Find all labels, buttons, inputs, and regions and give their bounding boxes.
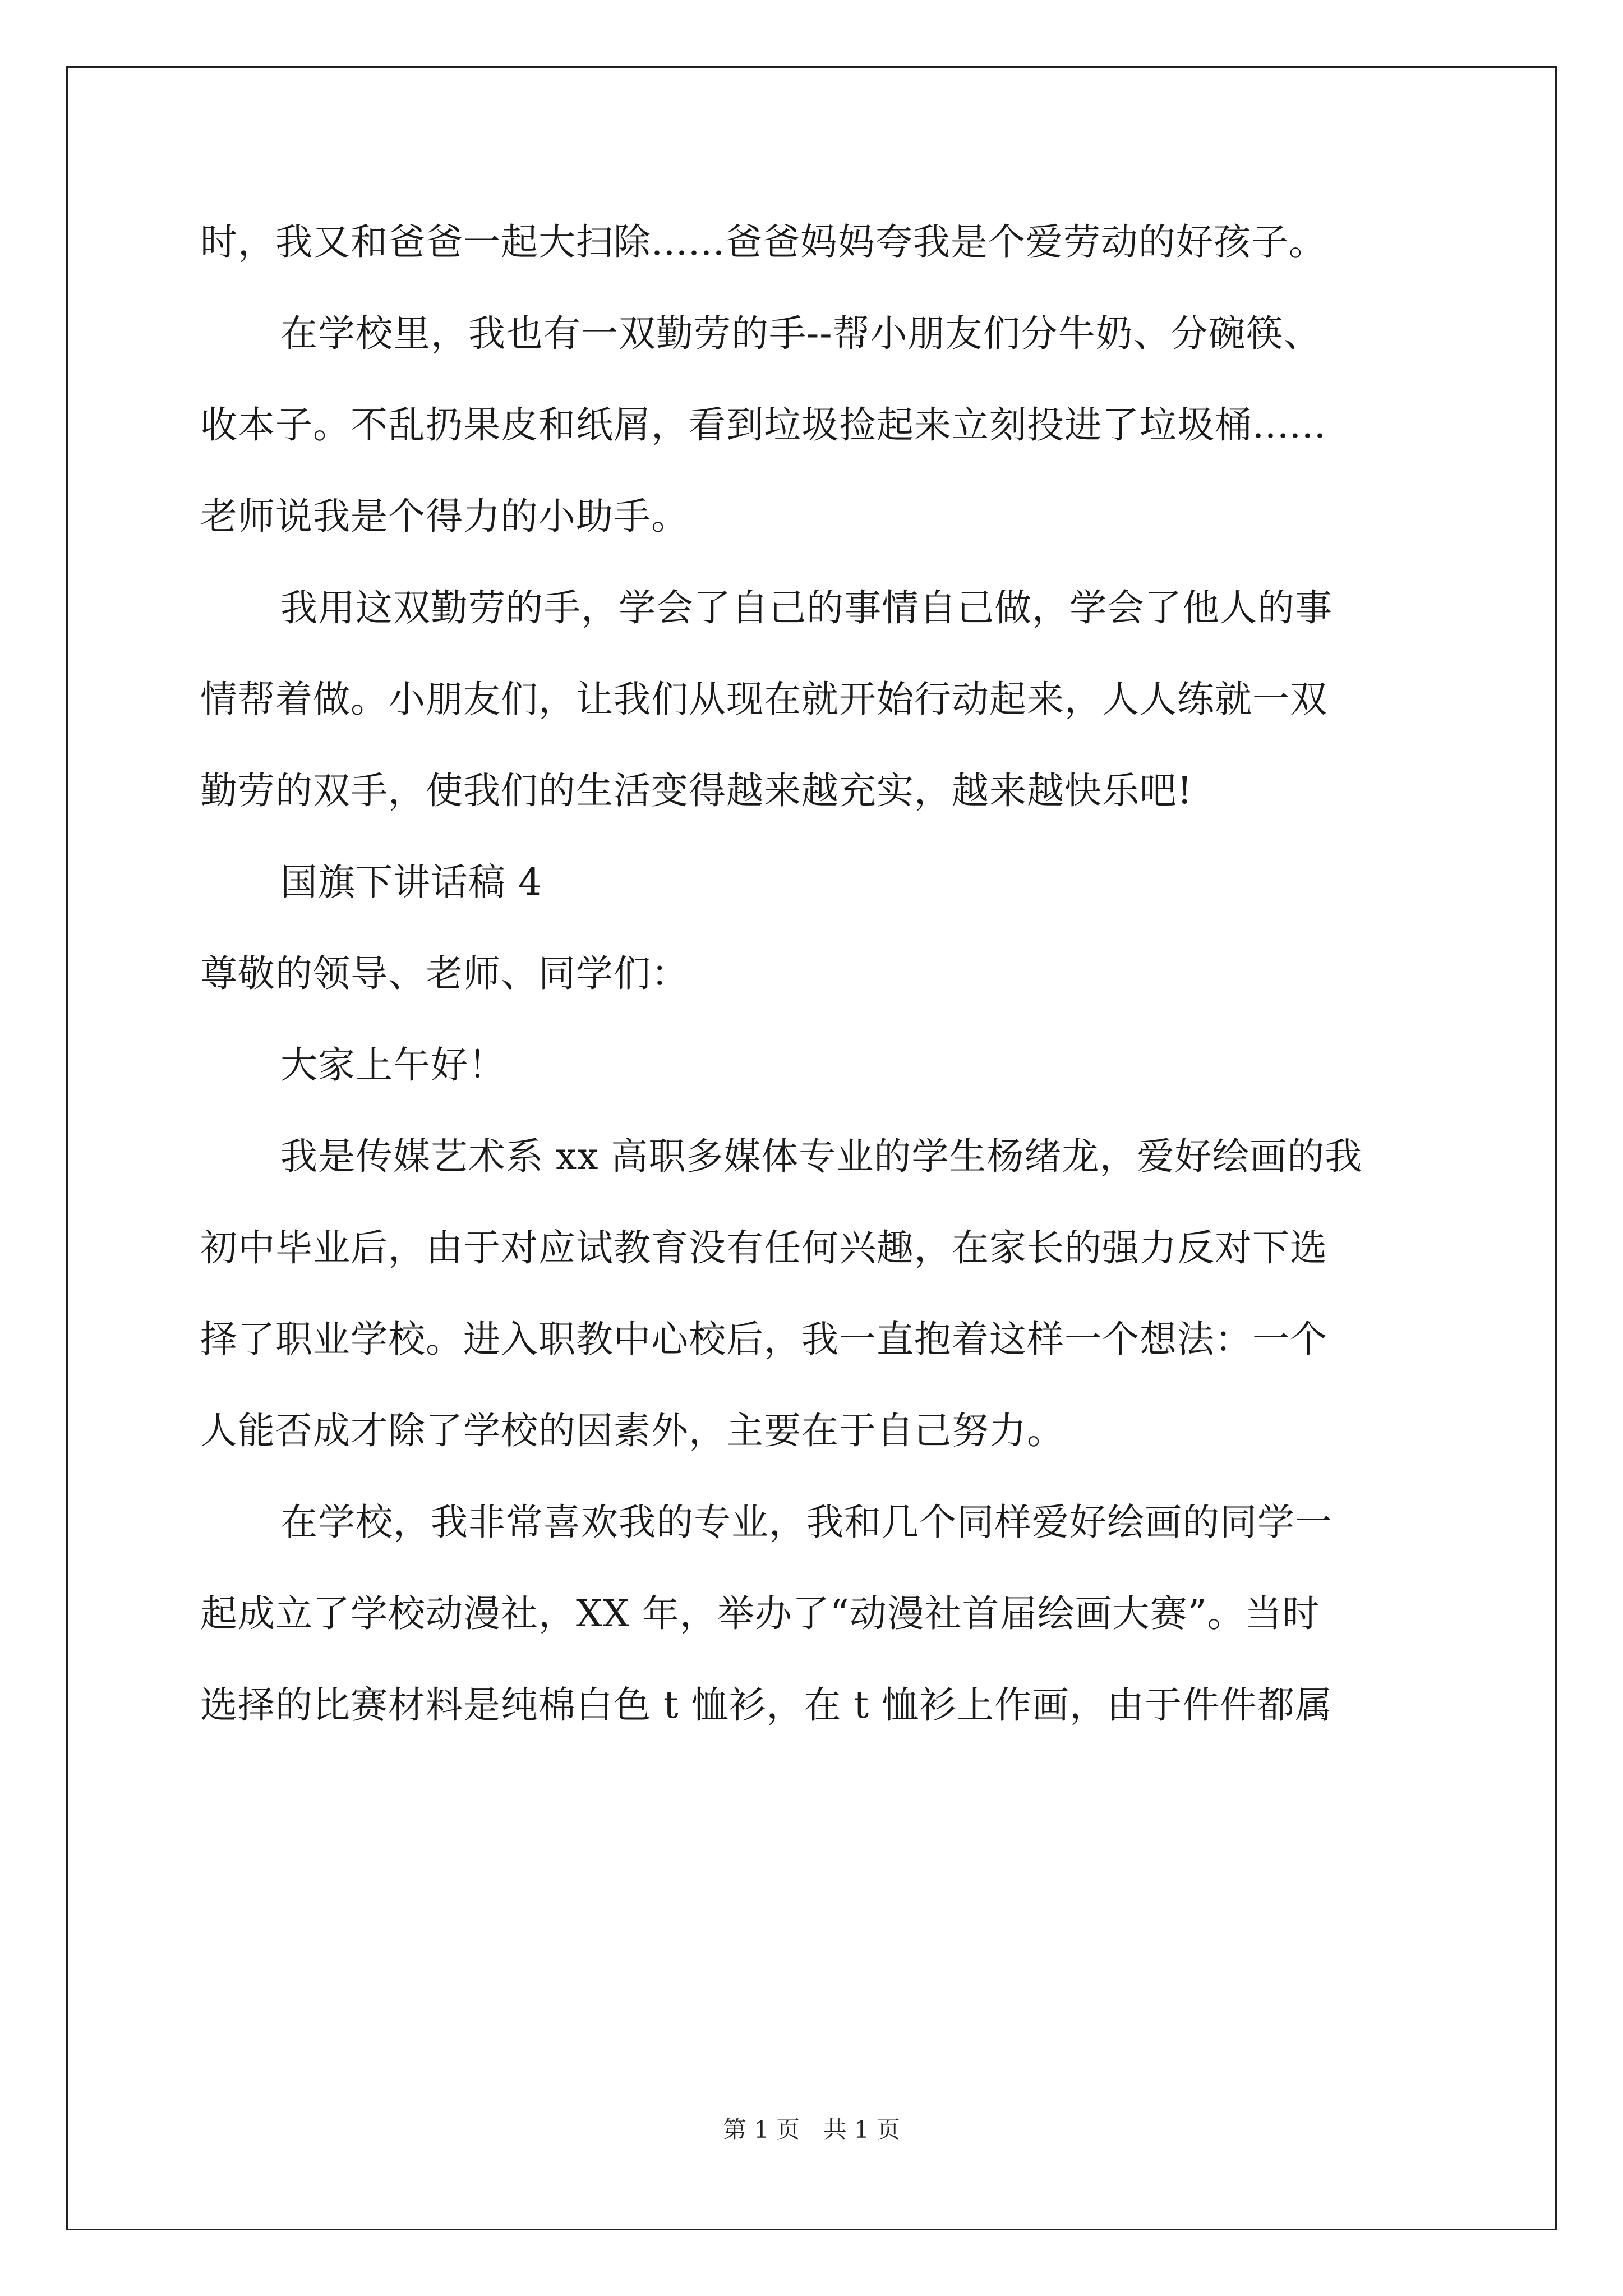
text-line: 人能否成才除了学校的因素外，主要在于自己努力。 — [200, 1409, 1064, 1452]
text-line: 时，我又和爸爸一起大扫除......爸爸妈妈夸我是个爱劳动的好孩子。 — [200, 220, 1326, 264]
page-number: 第 1 页 — [722, 2116, 800, 2143]
greeting: 大家上午好！ — [280, 1043, 506, 1087]
text-line: 我用这双勤劳的手，学会了自己的事情自己做，学会了他人的事 — [280, 586, 1332, 629]
text-line: 在学校里，我也有一双勤劳的手--帮小朋友们分牛奶、分碗筷、 — [280, 312, 1321, 355]
text-line: 勤劳的双手，使我们的生活变得越来越充实，越来越快乐吧! — [200, 769, 1193, 812]
salutation: 尊敬的领导、老师、同学们： — [200, 952, 689, 995]
page-total: 共 1 页 — [823, 2116, 901, 2143]
text-line: 在学校，我非常喜欢我的专业，我和几个同样爱好绘画的同学一 — [280, 1501, 1332, 1544]
text-line: 择了职业学校。进入职教中心校后，我一直抱着这样一个想法：一个 — [200, 1318, 1327, 1361]
text-line: 我是传媒艺术系 xx 高职多媒体专业的学生杨绪龙，爱好绘画的我 — [280, 1135, 1363, 1178]
section-heading: 国旗下讲话稿 4 — [280, 861, 542, 904]
page-footer — [0, 2116, 1623, 2144]
text-line: 收本子。不乱扔果皮和纸屑，看到垃圾捡起来立刻投进了垃圾桶...... — [200, 403, 1326, 447]
text-line: 选择的比赛材料是纯棉白色 t 恤衫，在 t 恤衫上作画，由于件件都属 — [200, 1683, 1332, 1727]
text-line: 起成立了学校动漫社，XX 年，举办了“动漫社首届绘画大赛”。当时 — [200, 1592, 1320, 1635]
text-line: 情帮着做。小朋友们，让我们从现在就开始行动起来，人人练就一双 — [200, 678, 1327, 721]
text-line: 初中毕业后，由于对应试教育没有任何兴趣，在家长的强力反对下选 — [200, 1226, 1327, 1269]
text-line: 老师说我是个得力的小助手。 — [200, 495, 689, 538]
